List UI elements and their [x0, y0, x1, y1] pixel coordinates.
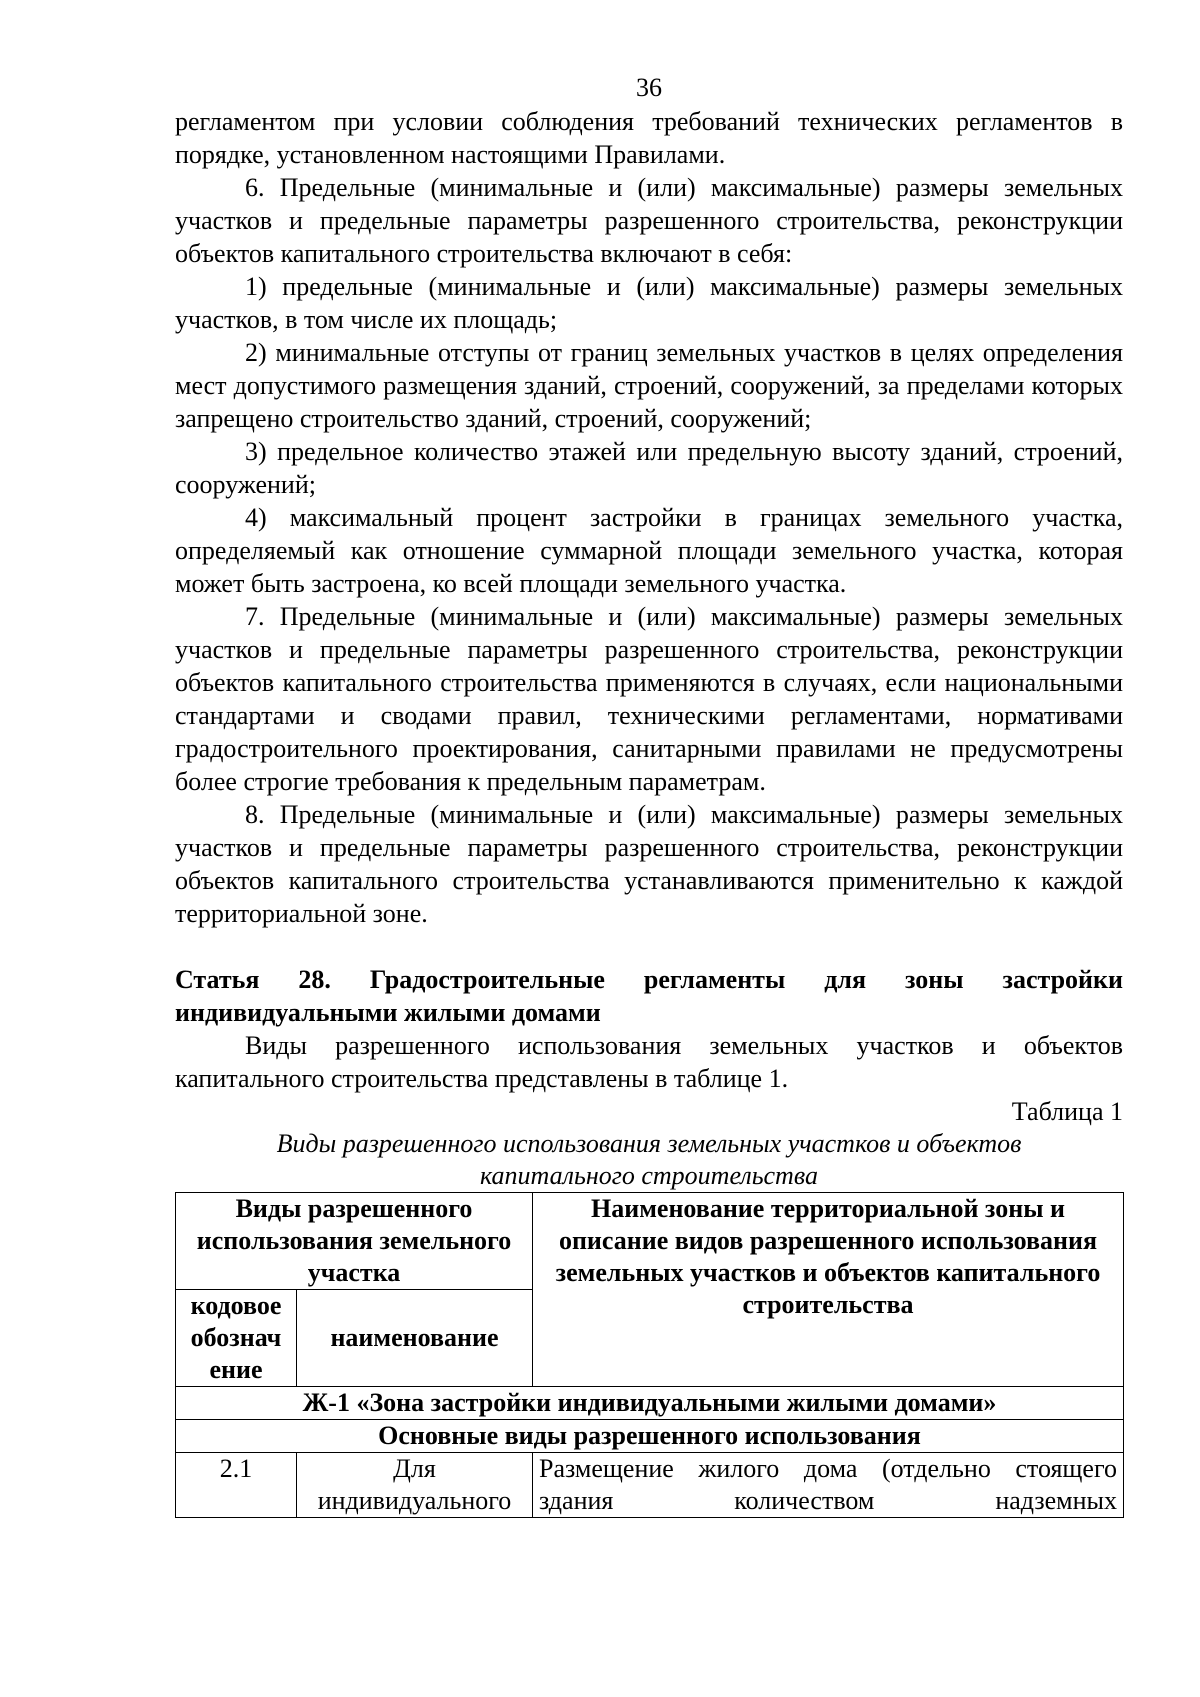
row-name: Для индивидуального [297, 1453, 533, 1518]
table-caption: Виды разрешенного использования земельных участков и объектов капитального строительства [276, 1129, 1022, 1190]
paragraph-item-8: 8. Предельные (минимальные и (или) максимальные) размеры земельных участков и предельные параметры разрешенного строительства, реконструкции объектов капитального строительства устанавливаются применительно к каждой территориальной зоне. [175, 800, 1123, 928]
paragraph-subitem-2: 2) минимальные отступы от границ земельных участков в целях определения мест допустимого размещения зданий, строений, сооружений, за пределами которых запрещено строительство зданий, строений, сооружений; [175, 338, 1123, 433]
page-number: 36 [636, 73, 662, 102]
row-description: Размещение жилого дома (отдельно стоящего здания количеством надземных [533, 1453, 1124, 1518]
zone-row: Ж-1 «Зона застройки индивидуальными жилыми домами» [176, 1387, 1124, 1420]
paragraph-subitem-1: 1) предельные (минимальные и (или) максимальные) размеры земельных участков, в том числе их площадь; [175, 272, 1123, 334]
document-page [175, 70, 1123, 1518]
paragraph-continuation: регламентом при условии соблюдения требований технических регламентов в порядке, установленном настоящими Правилами. [175, 107, 1123, 169]
paragraph-item-7: 7. Предельные (минимальные и (или) максимальные) размеры земельных участков и предельные параметры разрешенного строительства, реконструкции объектов капитального строительства применяются в случаях, если национальными стандартами и сводами правил, техническими регламентами, нормативами градостроительного проектирования, санитарными правилами не предусмотрены более строгие требования к предельным параметрам. [175, 602, 1123, 796]
header-permitted-use-group: Виды разрешенного использования земельного участка [176, 1193, 533, 1290]
section-row: Основные виды разрешенного использования [176, 1420, 1124, 1453]
table-label: Таблица 1 [1011, 1097, 1123, 1126]
permitted-use-table [175, 1192, 1124, 1518]
paragraph-item-6: 6. Предельные (минимальные и (или) максимальные) размеры земельных участков и предельные параметры разрешенного строительства, реконструкции объектов капитального строительства включают в себя: [175, 173, 1123, 268]
header-zone-description: Наименование территориальной зоны и описание видов разрешенного использования земельных участков и объектов капитального строительства [533, 1193, 1124, 1387]
intro-paragraph: Виды разрешенного использования земельных участков и объектов капитального строительства представлены в таблице 1. [175, 1031, 1123, 1093]
header-code: кодовое обознач ение [176, 1290, 297, 1387]
paragraph-subitem-3: 3) предельное количество этажей или предельную высоту зданий, строений, сооружений; [175, 437, 1123, 499]
paragraph-subitem-4: 4) максимальный процент застройки в границах земельного участка, определяемый как отношение суммарной площади земельного участка, которая может быть застроена, ко всей площади земельного участка. [175, 503, 1123, 598]
article-heading: Статья 28. Градостроительные регламенты для зоны застройки индивидуальными жилыми домами [175, 965, 1123, 1027]
row-code: 2.1 [176, 1453, 297, 1518]
header-name: наименование [297, 1290, 533, 1387]
